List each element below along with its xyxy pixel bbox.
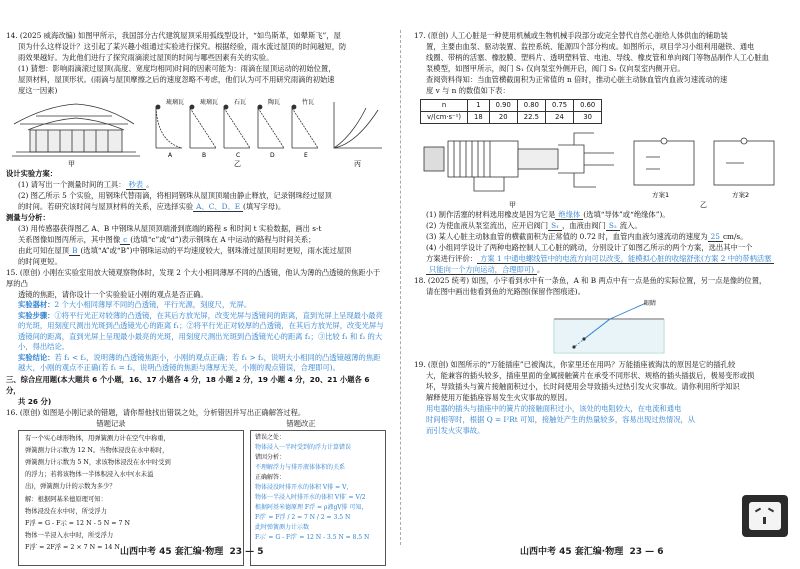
fig-label-yi: 乙 [700, 201, 707, 209]
fig-label-bing: 丙 [354, 160, 361, 168]
roof-letter: D [270, 152, 275, 159]
q16-stem: 16. (原创) 如图是小刚记录的错题，请你帮他找出错误之处，分析错因并写出正确解答过程。 [6, 407, 306, 417]
roof-label: 竹瓦 [302, 99, 315, 106]
table-row: n 1 0.90 0.80 0.75 0.60 [421, 100, 602, 112]
roof-label: 琉璃瓦 [166, 99, 185, 106]
page-number: 23 — 5 [229, 547, 264, 557]
plan-1-label: 方案1 [652, 191, 670, 199]
roof-label: 石瓦 [234, 99, 247, 106]
q15-answer: 实验器材：2 个大小相同薄厚不同的凸透镜，平行光源，刻度尺，光屏。 [18, 300, 252, 309]
column-divider [400, 30, 401, 545]
footer-right: 山西中考 45 套汇编·物理 23 — 6 [520, 547, 664, 557]
roof-label: 陶瓦 [268, 99, 281, 106]
q17-figures [414, 127, 794, 209]
roof-letter: A [168, 152, 173, 159]
table-row: v/(cm·s⁻¹) 18 20 22.5 24 30 [421, 112, 602, 124]
universal-socket-image [742, 495, 788, 537]
measure-title: 测量与分析： [6, 213, 50, 222]
q18-figure [414, 297, 794, 359]
q14-figures [6, 96, 386, 168]
circuit-plan-1 [634, 138, 694, 185]
water-area [555, 320, 663, 352]
eye-label: 眼睛 [644, 300, 657, 307]
answer-experiments: A、C、D、E [193, 202, 243, 212]
left-column: 14. (2025 威海改编) 如图甲所示，我国部分古代建筑屋顶采用弧线型设计，“如鸟斯革，如翚斯飞”，屋 顶为什么这样设计？这引起了某兴趣小组通过实验进行探究。根据经验，雨水流过屋顶的时间越短，防 雨效果越好。为此他们进行了探究雨滴滚过屋顶的时间与哪些因素有关的实验。 (1) 猜想：影响雨滴滚过屋顶(高度、宽度均相同)时间的因素可能为：雨滴在屋顶运动的初始位置， 屋顶材料，屋顶形状。(雨滴与屋顶摩擦之后的速度忽略不考虑，他们认为可不用研究雨滴的初始速 度这一因素) 甲 琉璃瓦 琉璃瓦 石瓦 陶瓦 竹瓦 A B C D E 乙 丙 设计实验方案： (1) 请写出一个测量时间的工具： 秒表 。 (2) 图乙所示 5 个实验，用钢珠代替雨滴，将相同钢珠从屋顶顶端由静止释放，记录钢珠经过屋顶 的时间。若研究该时间与屋顶材料的关系，应选择实验 A、C、D、E (填写字母)。 测量与分析： (3) 用传感器获得图乙 A、B 中钢珠从屋顶顶端滑到底端的路程 s 和时间 t 实验数据，画出 s-t 关系图像如图丙所示，其中图像 c (选填“c”或“d”)表示钢珠在 A 中运动的路程与时间关系； 由此可知在屋顶 B (选填“A”或“B”)中钢珠运动的平均速度较大，钢珠滑过屋顶用时更短，雨水流过屋顶 的时间更短。 15. (原创) 小刚在实验室用放大镜观察物体时，发现 2 个大小相同薄厚不同的凸透镜，他认为薄的凸透镜的焦距小于厚的凸 透镜的焦距，请你设计一个实验验证小刚的观点是否正确。 实验器材：2 个大小相同薄厚不同的凸透镜，平行光源，刻度尺，光屏。 实验步骤：①将平行光正对较薄的凸透镜，在其后方放光屏，改变光屏与透镜间的距离，直到光屏上呈现最小最亮的光斑，用刻度尺测出光斑到凸透镜光心的距离 f₁；②将平行光正对较厚的凸透镜，在其后方放光屏，改变光屏与透镜间的距离，直到光屏上呈现最小最亮的光斑，用刻度尺测出光斑到凸透镜光心的距离 f₂；③比较 f₁ 和 f₂ 的大小，得出结论。 实验结论：若 f₁ < f₂，说明薄的凸透镜焦距小，小刚的观点正确；若 f₁ > f₂，说明大小相同的凸透镜越薄的焦距越大，小刚的观点不正确(若 f₁ = f₂，说明凸透镜的焦距与薄厚无关，小刚的观点错误，合理即可)。 三、综合应用题(本大题共 6 个小题，16、17 小题各 4 分，18 小题 2 分，19 小题 4 分，20、21 小题各 6 分， 共 26 分) 16. (原创) 如图是小刚记录的错题，请你帮他找出错误之处，分析错因并写出正确解答过程。 错题记录 错题改正 有一个实心球形物体，用弹簧测力计在空气中称重， 弹簧测力计示数为 12 N。当物体浸没在水中称时， 弹簧测力计示数为 5 N，求该物体浸没在水中时受到 的浮力；若将该物体一半体积浸入水中(水未溢 出)，弹簧测力计的示数为多少？ 解：根据阿基米德原理可知： 物体浸没在水中时，所受浮力 F浮 = G - F示 = 12 N - 5 N = 7 N 物体一半浸入水中时，所受浮力 F浮′ = 2F浮 = 2 × 7 N = 14 N 错误之处： 物体浸入一半时受到的浮力计算错误 错因分析： 不理解浮力与排开液体体积的关系 正确解答： 物体浸没时排开水的体积 V排 = V， 物体一半浸入时排开水的体积 V排′ = V/2 根据阿基米德原理 F浮 = ρ液gV排 可知， F浮′ = F浮 / 2 = 7 N / 2 = 3.5 N 此时弹簧测力计示数 F示′ = G - F浮′ = 12 N - 3.5 N = 8.5 N [6, 30, 386, 568]
roof-letter: C [236, 152, 241, 159]
footer-left: 山西中考 45 套汇编·物理 23 — 5 [120, 547, 264, 557]
q15-stem: 15. (原创) 小刚在实验室用放大镜观察物体时，发现 2 个大小相同薄厚不同的凸透镜，他认为薄的凸透镜的焦距小于厚的凸 [6, 268, 381, 288]
n-v-table [420, 99, 602, 124]
ancient-building-image [12, 104, 140, 156]
circuit-plan-2 [714, 138, 774, 185]
point-a [582, 337, 585, 340]
correction-box: 错误之处： 物体浸入一半时受到的浮力计算错误 错因分析： 不理解浮力与排开液体体积的关系 正确解答： 物体浸没时排开水的体积 V排 = V， 物体一半浸入时排开水的体积 V排′ = V/2 根据阿基米德原理 F浮 = ρ液gV排 可知， F浮′ = F浮 / 2 = 7 N / 2 = 3.5 N 此时弹簧测力计示数 F示′ = G - F浮′ = 12 N - 3.5 N = 8.5 N [250, 430, 386, 566]
q14-stem: 14. (2025 威海改编) 如图甲所示，我国部分古代建筑屋顶采用弧线型设计，“如鸟斯革，如翚斯飞”，屋 [6, 31, 341, 40]
wrong-record-title: 错题记录 [96, 418, 126, 428]
roof-letter: E [304, 152, 308, 159]
fig-label-jia: 甲 [68, 160, 75, 168]
wrong-record-box: 有一个实心球形物体，用弹簧测力计在空气中称重， 弹簧测力计示数为 12 N。当物体浸没在水中称时， 弹簧测力计示数为 5 N，求该物体浸没在水中时受到 的浮力；若将该物体一半体积浸入水中(水未溢 出)，弹簧测力计的示数为多少？ 解：根据阿基米德原理可知： 物体浸没在水中时，所受浮力 F浮 = G - F示 = 12 N - 5 N = 7 N 物体一半浸入水中时，所受浮力 F浮′ = 2F浮 = 2 × 7 N = 14 N [18, 430, 244, 566]
blood-pump-model [424, 133, 614, 191]
roof-letter: B [202, 152, 207, 159]
fig-label-yi: 乙 [234, 160, 241, 168]
correction-title: 错题改正 [286, 418, 316, 428]
fig-label-jia: 甲 [509, 201, 516, 209]
s-t-graph [334, 102, 382, 148]
answer-timer: 秒表 [126, 180, 147, 190]
page-number: 23 — 6 [629, 547, 664, 557]
roof-experiments [156, 105, 318, 148]
q17-stem: 17. (原创) 人工心脏是一种使用机械或生物机械手段部分或完全替代自然心脏给人体供血的辅助装 [414, 31, 728, 40]
point-b [572, 345, 575, 348]
q19-stem: 19. (原创) 如图所示的“万能插座”已被淘汰，你家里还在用吗？万能插座被淘汰的原因是它的插孔较 [414, 360, 736, 369]
section-3-title: 三、综合应用题(本大题共 6 个小题，16、17 小题各 4 分，18 小题 2 分，19 小题 4 分，20、21 小题各 6 分， [6, 374, 370, 395]
q18-stem: 18. (2025 统考) 如图，小宇看到水中有一条鱼，A 和 B 两点中有一点是鱼的实际位置，另一点是像的位置， [414, 276, 767, 285]
plan-2-label: 方案2 [732, 191, 750, 199]
design-title: 设计实验方案： [6, 169, 58, 178]
q16-boxes [6, 418, 386, 568]
roof-label: 琉璃瓦 [200, 99, 219, 106]
right-column: 17. (原创) 人工心脏是一种使用机械或生物机械手段部分或完全替代自然心脏给人体供血的辅助装 置，主要由血泵、驱动装置、监控系统、能源四个部分构成。如图所示，项目学习小组利用磁铁、通电 线圈、带柄的活塞、橡胶膜、塑料片、透明塑料管、电池、导线、橡皮管和单向阀门等物品制作人工心脏血 泵模型，如图甲所示，阀门 S₁ 仅向泵室外侧开启，阀门 S₂ 仅向泵室内侧开启。 查阅资料得知：当血管横截面积为正常值的 n 倍时，推动心脏主动脉血管内血液匀速流动的速 度 v 与 n 的数值如下表： n 1 0.90 0.80 0.75 0.60 v/(cm·s⁻¹) 18 20 22.5 24 30 甲 乙 方案1 方案2 (1) 制作活塞的材料选用橡皮是因为它是 绝缘体 (选填“导体”或“绝缘体”)。 (2) 为使血液从泵室流出，应开启阀门 S₁ ，血液由阀门 S₂ 流入。 (3) 某人心脏主动脉血管的横截面积为正常值的 0.72 时，血管内血液匀速流动的速度为 25 cm/s。 (4) 小组同学设计了两种电路控制人工心脏的跳动，分别设计了如图乙所示的两个方案，选出其中一个 方案进行评价： 方案 1 中通电螺线管中的电流方向可以改变，能模拟心脏的收缩舒张(方案 2 中的带柄活塞 只能向一个方向运动，合理即可) 。 18. (2025 统考) 如图，小宇看到水中有一条鱼，A 和 B 两点中有一点是鱼的实际位置，另一点是像的位置， 请在图中画出他看到鱼的光路图(保留作图痕迹)。 眼睛 19. (原创) 如图所示的“万能插座”已被淘汰，你家里还在用吗？万能插座被淘汰的原因是它的插孔较 大，能兼容的插头较多，插座里面的金属接触簧片在承受不同形状、规格的插头插拔后，极易变形或损 坏，导致插头与簧片接触面积过小，长时间使用会导致插头过热引发火灾事故。请你利用所学知识 解释使用万能插座容易发生火灾事故的原因。 用电器的插头与插座中的簧片的接触面积过小，该处的电阻较大，在电流和通电 时间相等时，根据 Q = I²Rt 可知，接触处产生的热量较多，容易出现过热情况，从 而引发火灾事故。 [414, 30, 794, 436]
